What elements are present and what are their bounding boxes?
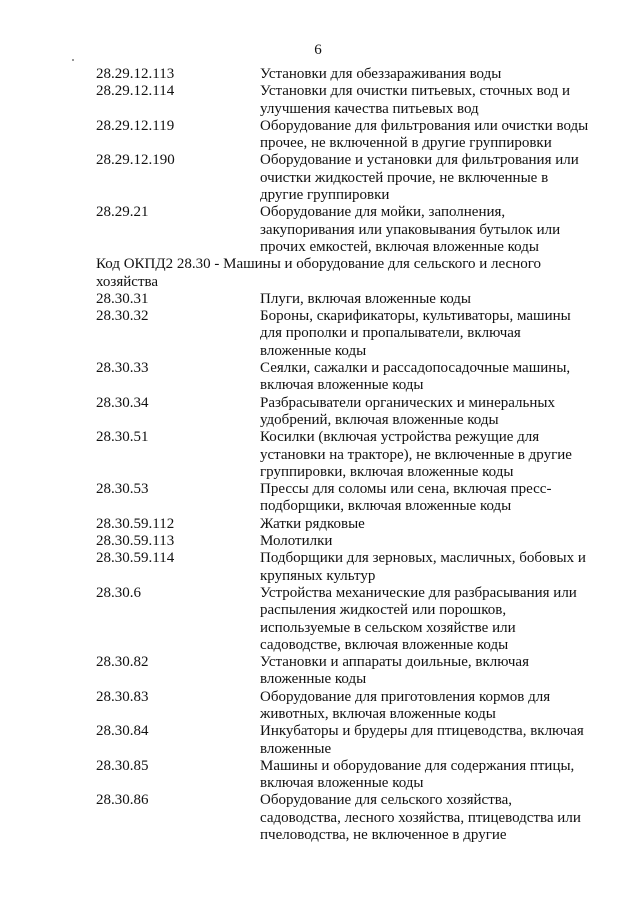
table-row (96, 308, 596, 360)
description-line: Установки и аппараты доильные, включая (260, 654, 529, 671)
description-line: Сеялки, сажалки и рассадопосадочные машины, (260, 360, 571, 377)
okpd2-code: 28.30.51 (96, 429, 149, 446)
okpd2-code: 28.30.86 (96, 792, 149, 809)
description-line: установки на тракторе), не включенные в другие (260, 446, 572, 463)
description-line: пчеловодства, не включенное в другие (260, 827, 507, 844)
description-line: крупяных культур (260, 567, 376, 584)
item-description (260, 533, 596, 550)
table-row (96, 481, 596, 516)
description-line: распыления жидкостей или порошков, (260, 602, 507, 619)
item-description (260, 723, 596, 758)
description-line: Бороны, скарификаторы, культиваторы, машины (260, 308, 571, 325)
item-description (260, 481, 596, 516)
classification-table-part-2 (96, 291, 596, 845)
description-line: Жатки рядковые (260, 515, 365, 532)
okpd2-code: 28.29.12.113 (96, 66, 175, 82)
okpd2-code: 28.30.53 (96, 481, 149, 498)
classification-table-part-1 (96, 66, 596, 256)
table-row (96, 758, 596, 793)
okpd2-code: 28.29.21 (96, 204, 149, 221)
document-body (96, 66, 596, 844)
okpd2-code: 28.29.12.119 (96, 117, 175, 134)
item-description (260, 118, 596, 153)
description-line: Устройства механические для разбрасывания или (260, 584, 577, 601)
item-description (260, 66, 596, 83)
description-line: прочее, не включенной в другие группировки (260, 135, 552, 152)
description-line: вложенные (260, 740, 332, 757)
okpd2-code: 28.30.33 (96, 360, 149, 377)
section-heading (96, 256, 596, 291)
description-line: удобрений, включая вложенные коды (260, 411, 499, 428)
item-description (260, 395, 596, 430)
okpd2-code: 28.29.12.114 (96, 83, 175, 100)
table-row (96, 118, 596, 153)
okpd2-code: 28.30.34 (96, 394, 149, 411)
item-description (260, 360, 596, 395)
description-line: используемые в сельском хозяйстве или (260, 619, 516, 636)
description-line: другие группировки (260, 187, 390, 204)
item-description (260, 291, 596, 308)
okpd2-code: 28.30.6 (96, 584, 141, 601)
table-row (96, 689, 596, 724)
description-line: Инкубаторы и брудеры для птицеводства, включая (260, 723, 584, 740)
description-line: Косилки (включая устройства режущие для (260, 429, 540, 446)
scan-speck (72, 59, 74, 61)
okpd2-code: 28.30.31 (96, 290, 149, 307)
table-row (96, 516, 596, 533)
item-description (260, 792, 596, 844)
description-line: Оборудование для фильтрования или очистки воды (260, 117, 589, 134)
item-description (260, 689, 596, 724)
description-line: группировки, включая вложенные коды (260, 463, 514, 480)
description-line: Молотилки (260, 533, 333, 550)
description-line: Оборудование для мойки, заполнения, (260, 204, 506, 221)
table-row (96, 291, 596, 308)
description-line: садоводстве, включая вложенные коды (260, 636, 509, 653)
description-line: закупоривания или упаковывания бутылок или (260, 221, 561, 238)
table-row (96, 204, 596, 256)
description-line: животных, включая вложенные коды (260, 705, 496, 722)
table-row (96, 429, 596, 481)
description-line: Разбрасыватели органических и минеральных (260, 394, 555, 411)
table-row (96, 585, 596, 654)
okpd2-code: 28.30.82 (96, 654, 149, 671)
description-line: садоводства, лесного хозяйства, птицеводства или (260, 809, 581, 826)
okpd2-code: 28.30.59.113 (96, 533, 175, 550)
description-line: Оборудование для приготовления кормов для (260, 688, 551, 705)
okpd2-code: 28.30.32 (96, 308, 149, 325)
item-description (260, 308, 596, 360)
item-description (260, 429, 596, 481)
description-line: для прополки и пропалыватели, включая (260, 325, 521, 342)
section-heading-line: хозяйства (96, 273, 159, 290)
table-row (96, 723, 596, 758)
table-row (96, 152, 596, 204)
table-row (96, 533, 596, 550)
table-row (96, 550, 596, 585)
table-row (96, 395, 596, 430)
description-line: вложенные коды (260, 342, 367, 359)
table-row (96, 792, 596, 844)
table-row (96, 654, 596, 689)
okpd2-code: 28.30.83 (96, 688, 149, 705)
item-description (260, 152, 596, 204)
item-description (260, 516, 596, 533)
description-line: вложенные коды (260, 671, 367, 688)
table-row (96, 66, 596, 83)
okpd2-code: 28.30.84 (96, 723, 149, 740)
item-description (260, 550, 596, 585)
description-line: Оборудование и установки для фильтрования или (260, 152, 579, 169)
okpd2-code: 28.29.12.190 (96, 152, 175, 169)
description-line: Плуги, включая вложенные коды (260, 290, 472, 307)
okpd2-code: 28.30.59.112 (96, 515, 175, 532)
description-line: включая вложенные коды (260, 377, 424, 394)
description-line: Подборщики для зерновых, масличных, бобовых и (260, 550, 586, 567)
item-description (260, 585, 596, 654)
description-line: Установки для обеззараживания воды (260, 66, 502, 82)
description-line: улучшения качества питьевых вод (260, 100, 479, 117)
description-line: подборщики, включая вложенные коды (260, 498, 512, 515)
description-line: включая вложенные коды (260, 775, 424, 792)
okpd2-code: 28.30.59.114 (96, 550, 175, 567)
description-line: прочих емкостей, включая вложенные коды (260, 238, 539, 255)
description-line: Прессы для соломы или сена, включая пресс- (260, 481, 552, 498)
section-heading-line: Код ОКПД2 28.30 - Машины и оборудование для сельского и лесного (96, 256, 541, 273)
table-row (96, 360, 596, 395)
description-line: Оборудование для сельского хозяйства, (260, 792, 513, 809)
page-number: 6 (314, 42, 322, 58)
description-line: Установки для очистки питьевых, сточных вод и (260, 83, 571, 100)
item-description (260, 654, 596, 689)
item-description (260, 83, 596, 118)
okpd2-code: 28.30.85 (96, 757, 149, 774)
description-line: Машины и оборудование для содержания птицы, (260, 757, 575, 774)
description-line: очистки жидкостей прочие, не включенные в (260, 169, 549, 186)
table-row (96, 83, 596, 118)
item-description (260, 204, 596, 256)
item-description (260, 758, 596, 793)
